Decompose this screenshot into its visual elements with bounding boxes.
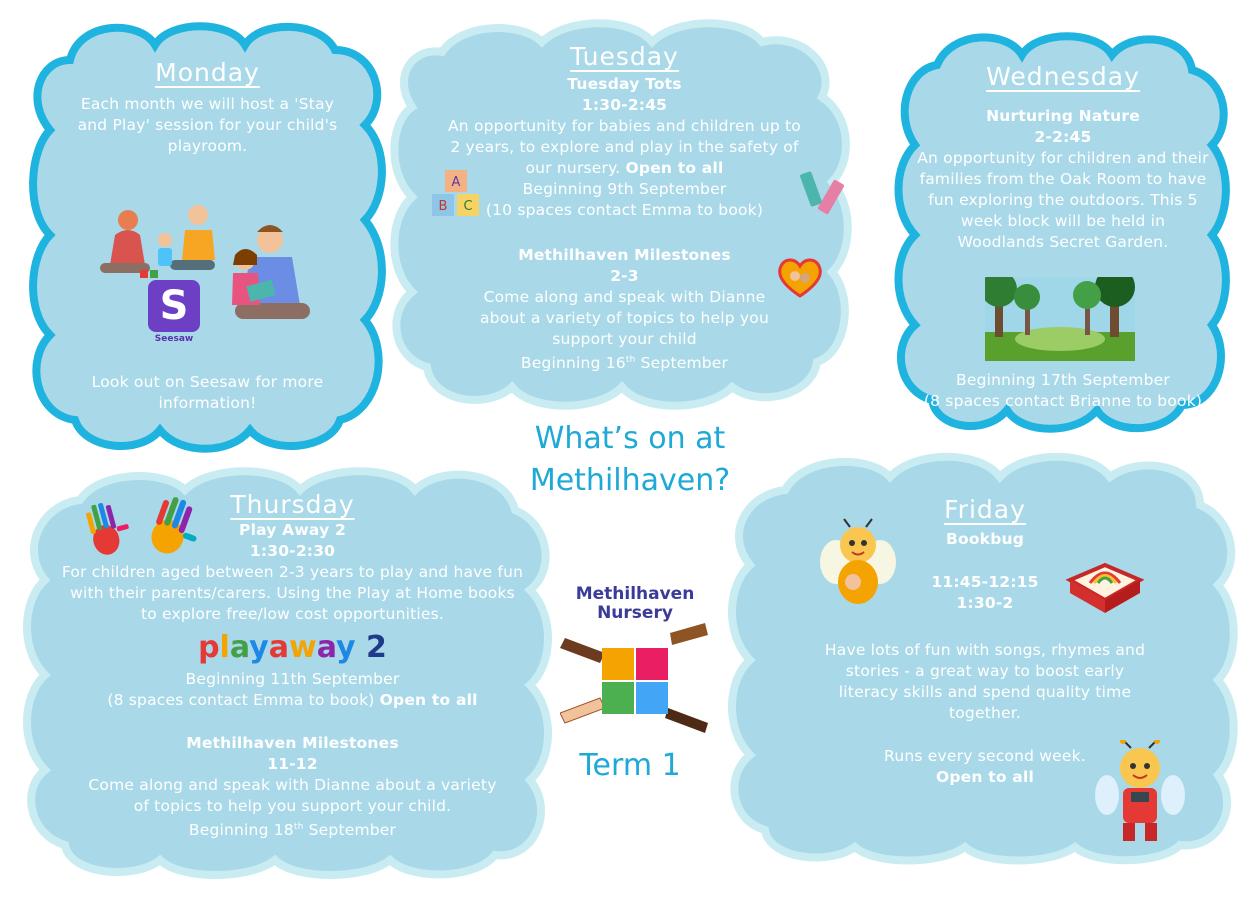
monday-description: Each month we will host a 'Stay and Play' session for your child's playroom. [77,95,338,155]
seesaw-icon: S [148,280,200,332]
friday-description: Have lots of fun with songs, rhymes and stories - a great way to boost early literacy skills and spend quality time together. [824,641,1146,722]
tuesday-tots-description [447,116,802,179]
wednesday-spaces: (8 spaces contact Brianne to book) [923,392,1203,410]
tuesday-heading: Tuesday [570,42,679,71]
tuesday-open-to-all: Open to all [625,159,724,177]
tuesday-tots-begin: Beginning 9th September [522,180,727,198]
playaway-logo-letter: a [316,630,337,665]
friday-runs: Runs every second week. [884,747,1086,765]
seesaw-logo [145,280,203,346]
thursday-playaway-time: 1:30-2:30 [249,542,336,560]
thursday-panel [25,470,550,880]
thursday-milestones-time: 11-12 [267,755,318,773]
monday-footer: Look out on Seesaw for more information! [91,373,324,412]
tuesday-milestones-time: 2-3 [610,267,639,285]
rainbow-book-icon [1065,555,1145,617]
svg-text:C: C [463,199,473,214]
thursday-playaway-text: For children aged between 2-3 years to play and have fun with their parents/carers. Using the Play at Home books to explore free/low cost opportunities. [61,563,524,623]
bookbug-character-icon [1095,740,1185,845]
thursday-heading: Thursday [230,490,355,519]
svg-text:B: B [438,199,448,214]
playaway-logo-letter: y [336,630,356,665]
playaway-logo-letter: 2 [366,630,387,665]
playaway-logo-letter [356,630,366,665]
tuesday-tots-text: An opportunity for babies and children up to 2 years, to explore and play in the safety of our nursery. [448,117,801,177]
friday-open-to-all: Open to all [936,768,1034,786]
crayons-icon [797,162,852,217]
wednesday-time: 2-2:45 [1034,128,1092,146]
svg-text:A: A [451,175,461,190]
playaway-logo-letter: w [288,630,317,665]
seesaw-label: Seesaw [154,334,194,344]
wednesday-title: Nurturing Nature [986,107,1140,125]
thursday-begin-pre: Beginning 18 [188,821,294,840]
thursday-playaway-begin: Beginning 11th September [185,670,400,688]
page-title-line2: Methilhaven? [529,463,731,498]
friday-heading: Friday [944,495,1026,524]
playaway-logo-letter: l [219,630,230,665]
wednesday-panel [897,30,1229,435]
thursday-milestones-title: Methilhaven Milestones [186,734,399,752]
puzzle-hands-icon [560,623,710,733]
thursday-begin-sup: th [293,822,304,832]
thursday-playaway-title: Play Away 2 [239,521,346,539]
tuesday-milestones-begin [447,350,802,374]
page-title-line1: What’s on at [534,421,726,456]
tuesday-panel [392,22,854,410]
thursday-open-to-all: Open to all [379,691,478,709]
friday-panel [730,455,1240,865]
tuesday-milestones-title: Methilhaven Milestones [518,246,731,264]
wednesday-description: An opportunity for children and their families from the Oak Room to have fun exploring the outdoors. This 5 week block will be held in Woodlands Secret Garden. [917,149,1209,251]
wednesday-heading: Wednesday [986,62,1140,91]
playaway-logo-letter: y [249,630,269,665]
nursery-logo-line2: Nursery [597,603,673,623]
nursery-logo [560,585,710,737]
tuesday-tots-title: Tuesday Tots [567,75,682,93]
forest-garden-image [985,277,1135,361]
friday-time1: 11:45-12:15 [931,573,1039,591]
tuesday-begin-post: September [635,354,729,373]
playaway-logo-letter: p [198,630,220,665]
abc-blocks-icon [430,170,485,218]
term-label: Term 1 [579,748,681,783]
thursday-milestones-text: Come along and speak with Dianne about a variety of topics to help you support your child. [88,776,497,815]
monday-heading: Monday [155,58,260,87]
heart-hands-icon [777,256,823,298]
tuesday-begin-sup: th [625,355,636,365]
wednesday-begin: Beginning 17th September [956,371,1170,389]
friday-time2: 1:30-2 [956,594,1014,612]
thursday-playaway-spaces-line [60,690,525,711]
bookbug-bee-icon [818,517,898,612]
monday-panel [30,20,385,450]
thursday-playaway-spaces: (8 spaces contact Emma to book) [107,691,375,709]
playaway-logo [60,631,525,665]
friday-title: Bookbug [945,530,1025,548]
tuesday-tots-time: 1:30-2:45 [581,96,668,114]
tuesday-milestones-text: Come along and speak with Dianne about a variety of topics to help you support your child [479,288,770,348]
thursday-milestones-begin [60,817,525,841]
playaway-logo-letter: a [229,630,250,665]
tuesday-begin-pre: Beginning 16 [520,354,626,373]
tuesday-tots-spaces: (10 spaces contact Emma to book) [485,201,764,219]
nursery-logo-line1: Methilhaven [575,584,695,604]
thursday-begin-post: September [303,821,397,840]
playaway-logo-letter: a [268,630,289,665]
family-play-illustration [100,185,330,355]
